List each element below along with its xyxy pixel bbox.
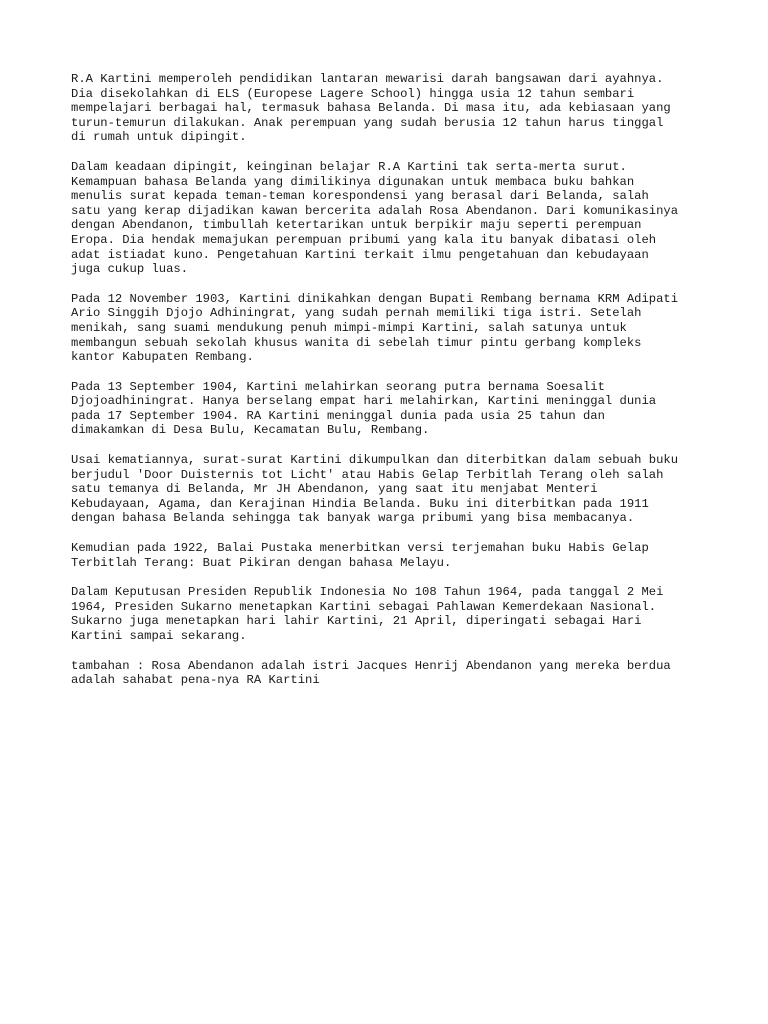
text-line: Eropa. Dia hendak memajukan perempuan pribumi yang kala itu banyak dibatasi oleh [71, 232, 657, 247]
paragraph-education [71, 72, 711, 145]
text-line: Pada 12 November 1903, Kartini dinikahkan dengan Bupati Rembang bernama KRM Adipati [71, 291, 679, 306]
text-line: Usai kematiannya, surat-surat Kartini dikumpulkan dan diterbitkan dalam sebuah buku [71, 453, 679, 468]
text-line: 1964, Presiden Sukarno menetapkan Kartini sebagai Pahlawan Kemerdekaan Nasional. [71, 599, 657, 614]
text-line: menikah, sang suami mendukung penuh mimpi-mimpi Kartini, salah satunya untuk [71, 320, 627, 335]
paragraph-national-hero [71, 585, 711, 643]
text-line: Ario Singgih Djojo Adhiningrat, yang sudah pernah memiliki tiga istri. Setelah [71, 306, 642, 321]
text-line: Dalam Keputusan Presiden Republik Indonesia No 108 Tahun 1964, pada tanggal 2 Mei [71, 585, 664, 600]
text-line: mempelajari berbagai hal, termasuk bahasa Belanda. Di masa itu, ada kebiasaan yang [71, 101, 671, 116]
text-line: adat istiadat kuno. Pengetahuan Kartini terkait ilmu pengetahuan dan kebudayaan [71, 247, 649, 262]
text-line: adalah sahabat pena-nya RA Kartini [71, 673, 320, 688]
text-line: satu temanya di Belanda, Mr JH Abendanon, yang saat itu menjabat Menteri [71, 482, 598, 497]
text-line: Kemudian pada 1922, Balai Pustaka menerbitkan versi terjemahan buku Habis Gelap [71, 541, 649, 556]
paragraph-death [71, 380, 711, 438]
text-line: pada 17 September 1904. RA Kartini meninggal dunia pada usia 25 tahun dan [71, 408, 605, 423]
text-line: dengan bahasa Belanda sehingga tak banyak warga pribumi yang bisa membacanya. [71, 511, 635, 526]
text-line: R.A Kartini memperoleh pendidikan lantaran mewarisi darah bangsawan dari ayahnya. [71, 72, 664, 86]
text-line: Terbitlah Terang: Buat Pikiran dengan bahasa Melayu. [71, 555, 452, 570]
text-line: dimakamkan di Desa Bulu, Kecamatan Bulu, Rembang. [71, 423, 430, 438]
paragraph-addendum [71, 659, 711, 688]
text-line: Kartini sampai sekarang. [71, 629, 247, 643]
document-body [71, 72, 711, 703]
text-line: Kebudayaan, Agama, dan Kerajinan Hindia Belanda. Buku ini diterbitkan pada 1911 [71, 496, 649, 511]
text-line: kantor Kabupaten Rembang. [71, 350, 254, 365]
text-line: Dalam keadaan dipingit, keinginan belajar R.A Kartini tak serta-merta surut. [71, 159, 627, 174]
text-line: tambahan : Rosa Abendanon adalah istri Jacques Henrij Abendanon yang mereka berdua [71, 658, 671, 673]
text-line: Dia disekolahkan di ELS (Europese Lagere School) hingga usia 12 tahun sembari [71, 86, 635, 101]
text-line: membangun sebuah sekolah khusus wanita di sebelah timur pintu gerbang kompleks [71, 335, 642, 350]
text-line: berjudul 'Door Duisternis tot Licht' atau Habis Gelap Terbitlah Terang oleh salah [71, 467, 664, 482]
text-line: Kemampuan bahasa Belanda yang dimilikinya digunakan untuk membaca buku bahkan [71, 174, 635, 189]
text-line: di rumah untuk dipingit. [71, 130, 247, 145]
text-line: satu yang kerap dijadikan kawan bercerita adalah Rosa Abendanon. Dari komunikasinya [71, 203, 679, 218]
text-line: Pada 13 September 1904, Kartini melahirkan seorang putra bernama Soesalit [71, 379, 605, 394]
paragraph-letters [71, 453, 711, 526]
paragraph-pingit [71, 160, 711, 277]
text-line: Sukarno juga menetapkan hari lahir Kartini, 21 April, diperingati sebagai Hari [71, 614, 642, 629]
text-line: turun-temurun dilakukan. Anak perempuan yang sudah berusia 12 tahun harus tinggal [71, 115, 664, 130]
paragraph-translation [71, 541, 711, 570]
text-line: juga cukup luas. [71, 262, 189, 277]
text-line: Djojoadhiningrat. Hanya berselang empat hari melahirkan, Kartini meninggal dunia [71, 394, 657, 409]
text-line: menulis surat kepada teman-teman korespondensi yang berasal dari Belanda, salah [71, 189, 649, 204]
paragraph-marriage [71, 292, 711, 365]
text-line: dengan Abendanon, timbullah ketertarikan untuk berpikir maju seperti perempuan [71, 218, 642, 233]
